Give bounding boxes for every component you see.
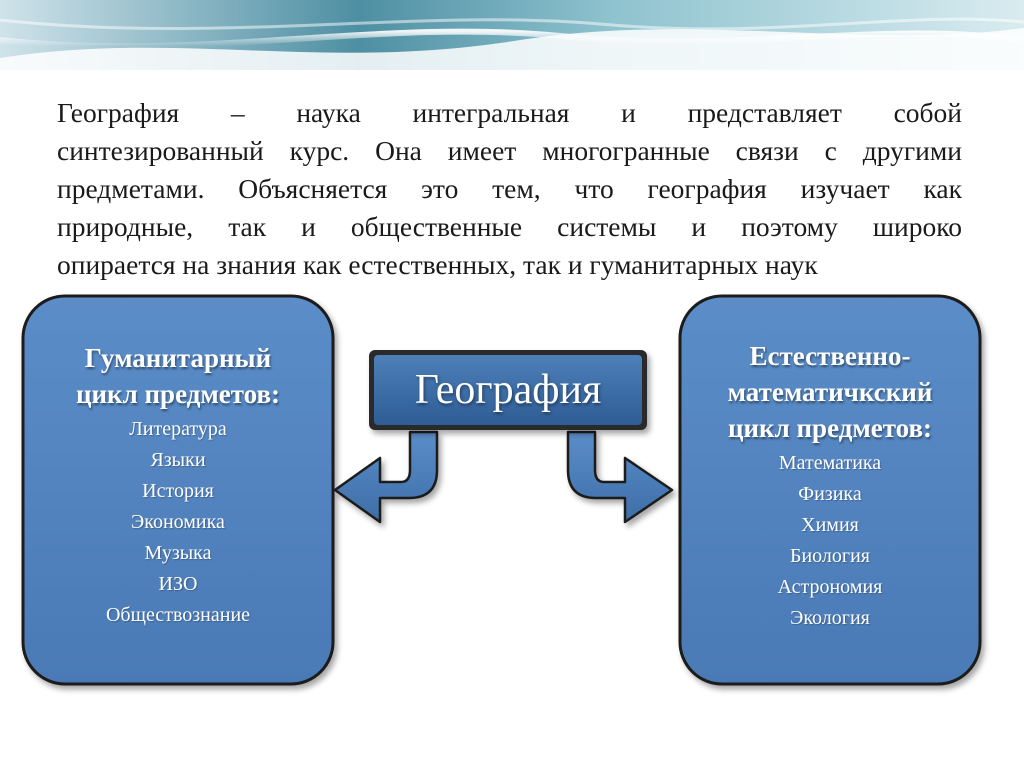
left-arrow: [335, 432, 437, 522]
intro-line: синтезированный курс. Она имеет многогранные связи с другими: [57, 135, 962, 166]
subject-item: Музыка: [144, 542, 212, 564]
subject-item: Биология: [789, 545, 870, 567]
natural-sciences-heading-line: цикл предметов:: [727, 413, 933, 443]
subject-item: Экология: [790, 607, 870, 629]
subject-item: Обществознание: [105, 604, 251, 626]
top-wave-banner: [0, 0, 1024, 72]
intro-paragraph: [57, 94, 962, 284]
natural-sciences-heading-line: математичкский: [727, 377, 933, 407]
center-label: География: [414, 367, 602, 413]
intro-line: География – наука интегральная и представляет собой: [57, 97, 962, 128]
subject-item: История: [142, 480, 214, 502]
intro-line: предметами. Объясняется это тем, что география изучает как: [57, 173, 962, 204]
humanities-heading-line: Гуманитарный: [84, 343, 272, 373]
humanities-heading-line: цикл предметов:: [75, 379, 281, 409]
subject-item: Физика: [798, 483, 862, 505]
subject-item: ИЗО: [158, 573, 198, 595]
subject-item: Литература: [129, 418, 227, 440]
subject-item: Языки: [150, 449, 206, 471]
right-arrow: [568, 432, 672, 522]
subject-item: Химия: [801, 514, 859, 536]
subject-item: Астрономия: [777, 576, 883, 598]
natural-sciences-text: [680, 338, 980, 634]
intro-line: опирается на знания как естественных, так и гуманитарных наук: [57, 249, 818, 280]
subject-item: Экономика: [131, 511, 225, 533]
intro-line: природные, так и общественные системы и поэтому широко: [57, 211, 962, 242]
humanities-text: [23, 340, 333, 631]
natural-sciences-heading-line: Естественно-: [749, 341, 911, 371]
subject-item: Математика: [778, 452, 882, 474]
